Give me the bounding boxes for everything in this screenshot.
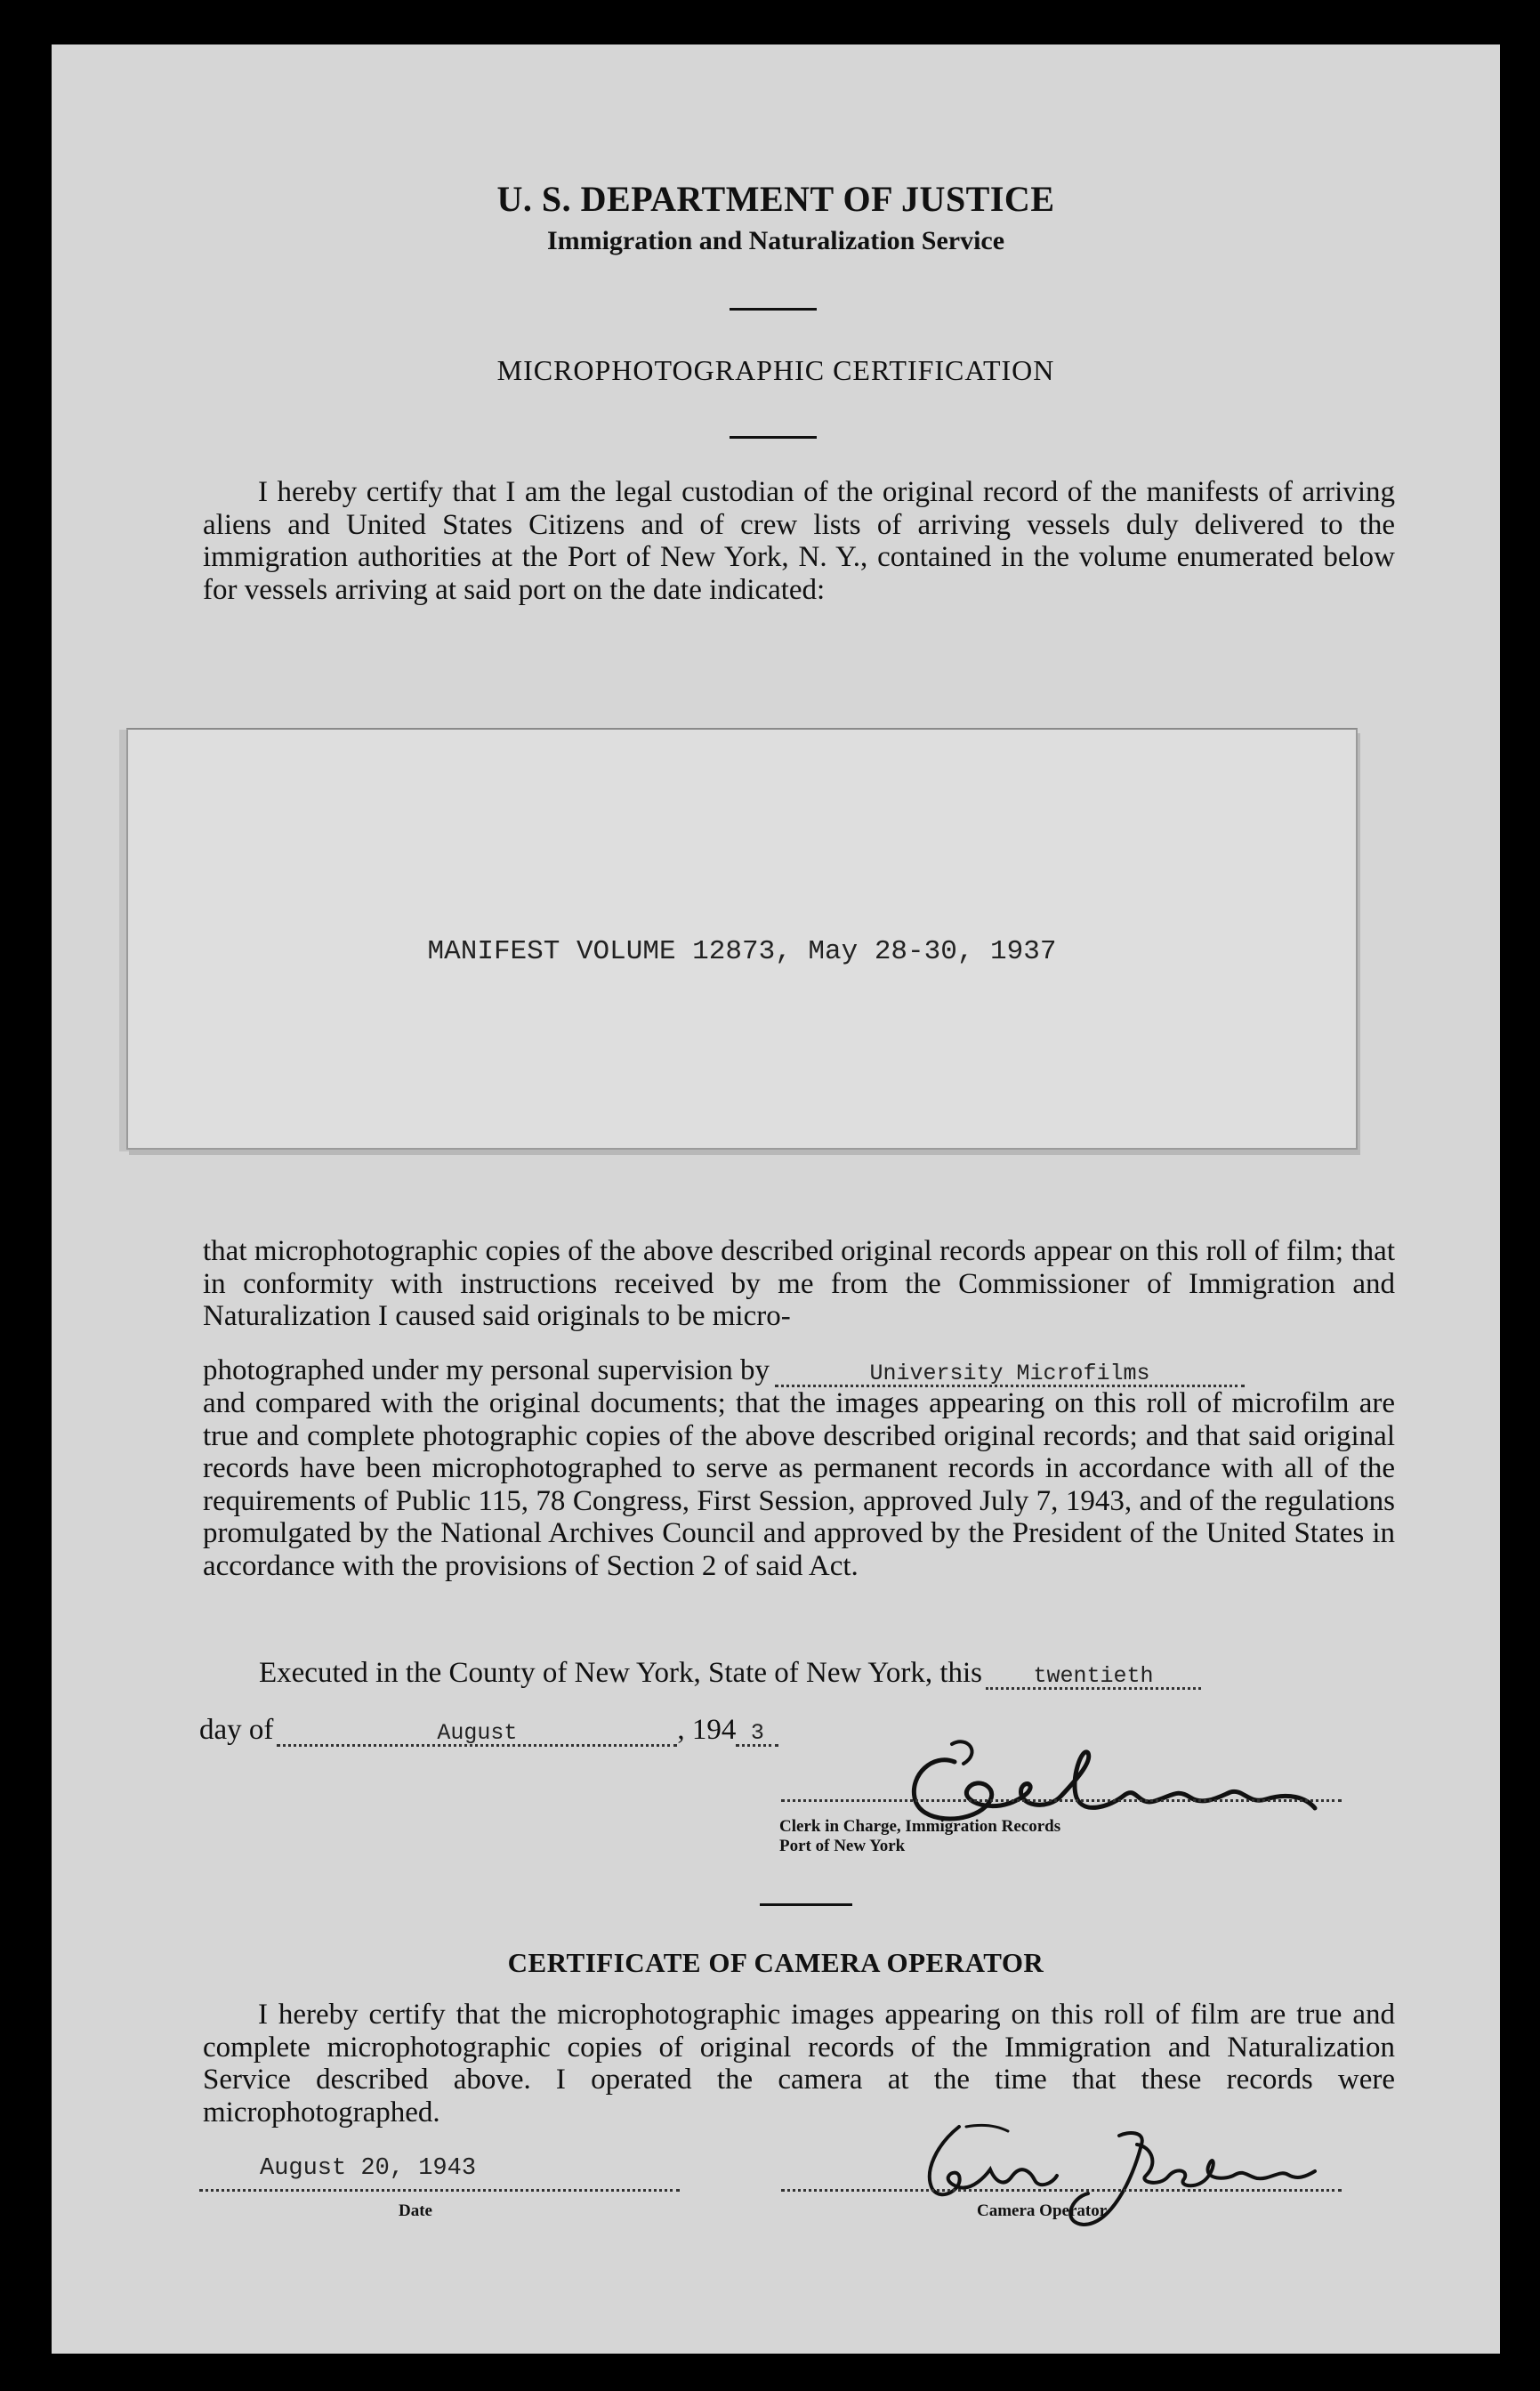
supervisor-value: University Microfilms (869, 1361, 1150, 1386)
supervision-prefix: photographed under my personal supervision by (203, 1354, 770, 1386)
year-prefix: , 194 (677, 1714, 737, 1746)
execution-prefix: Executed in the County of New York, State of New York, this (259, 1657, 983, 1689)
supervisor-field (775, 1362, 1245, 1387)
day-field (986, 1665, 1201, 1690)
camera-paragraph-text: I hereby certify that the microphotographic images appearing on this roll of film are true and complete microphotographic copies of original records of the Immigration and Naturalization Service described above. I operated the camera at the time that these records were microphotographed. (203, 1999, 1395, 2128)
certification-title: MICROPHOTOGRAPHIC CERTIFICATION (496, 354, 1055, 386)
month-value: August (437, 1720, 518, 1746)
camera-date-value: August 20, 1943 (260, 2155, 477, 2182)
body-paragraph-1 (203, 1235, 1395, 1333)
intro-paragraph (203, 476, 1395, 606)
volume-label-text: MANIFEST VOLUME 12873, May 28-30, 1937 (427, 936, 1057, 967)
month-field (277, 1722, 677, 1747)
divider (730, 308, 817, 311)
clerk-signature-line (781, 1799, 1342, 1802)
service-subheading: Immigration and Naturalization Service (546, 226, 1005, 255)
year-value: 3 (750, 1720, 764, 1746)
day-of-label: day of (199, 1714, 274, 1746)
day-value: twentieth (1033, 1663, 1154, 1689)
execution-line (259, 1657, 1201, 1690)
year-field (736, 1722, 778, 1747)
body-part2-text: and compared with the original documents; that the images appearing on this roll of microfilm are true and complete photographic copies of the above described original records; and that said original records have been microphotographed to serve as permanent records in accordance with all of the requirements of Public 115, 78 Congress, First Session, approved July 7, 1943, and of the regulations promulgated by the National Archives Council and approved by the President of the United States in accordance with the provisions of Section 2 of said Act. (203, 1387, 1395, 1582)
department-heading: U. S. DEPARTMENT OF JUSTICE (496, 179, 1055, 219)
certificate-sheet (52, 44, 1500, 2354)
supervision-line (203, 1354, 1245, 1387)
clerk-title-line1: Clerk in Charge, Immigration Records (779, 1817, 1061, 1836)
clerk-title (779, 1817, 1060, 1856)
camera-operator-line (781, 2189, 1342, 2192)
camera-date-label: Date (399, 2201, 432, 2220)
divider (730, 436, 817, 439)
camera-certificate-title: CERTIFICATE OF CAMERA OPERATOR (507, 1947, 1044, 1978)
intro-paragraph-text: I hereby certify that I am the legal custodian of the original record of the manifests of arriving aliens and United States Citizens and of crew lists of arriving vessels duly delivered to the immigration authorities at the Port of New York, N. Y., contained in the volume enumerated below for vessels arriving at said port on the date indicated: (203, 476, 1395, 606)
body-paragraph-2 (203, 1387, 1395, 1582)
clerk-title-line2: Port of New York (779, 1837, 906, 1855)
month-year-line (199, 1714, 778, 1747)
camera-date-line (199, 2189, 680, 2192)
volume-label-slip (126, 728, 1358, 1150)
divider (760, 1903, 852, 1906)
body-part1-text: that microphotographic copies of the above described original records appear on this roll of film; that in conformity with instructions received by me from the Commissioner of Immigration and Naturalization I caused said originals to be micro- (203, 1235, 1395, 1332)
camera-operator-label: Camera Operator (977, 2201, 1108, 2220)
